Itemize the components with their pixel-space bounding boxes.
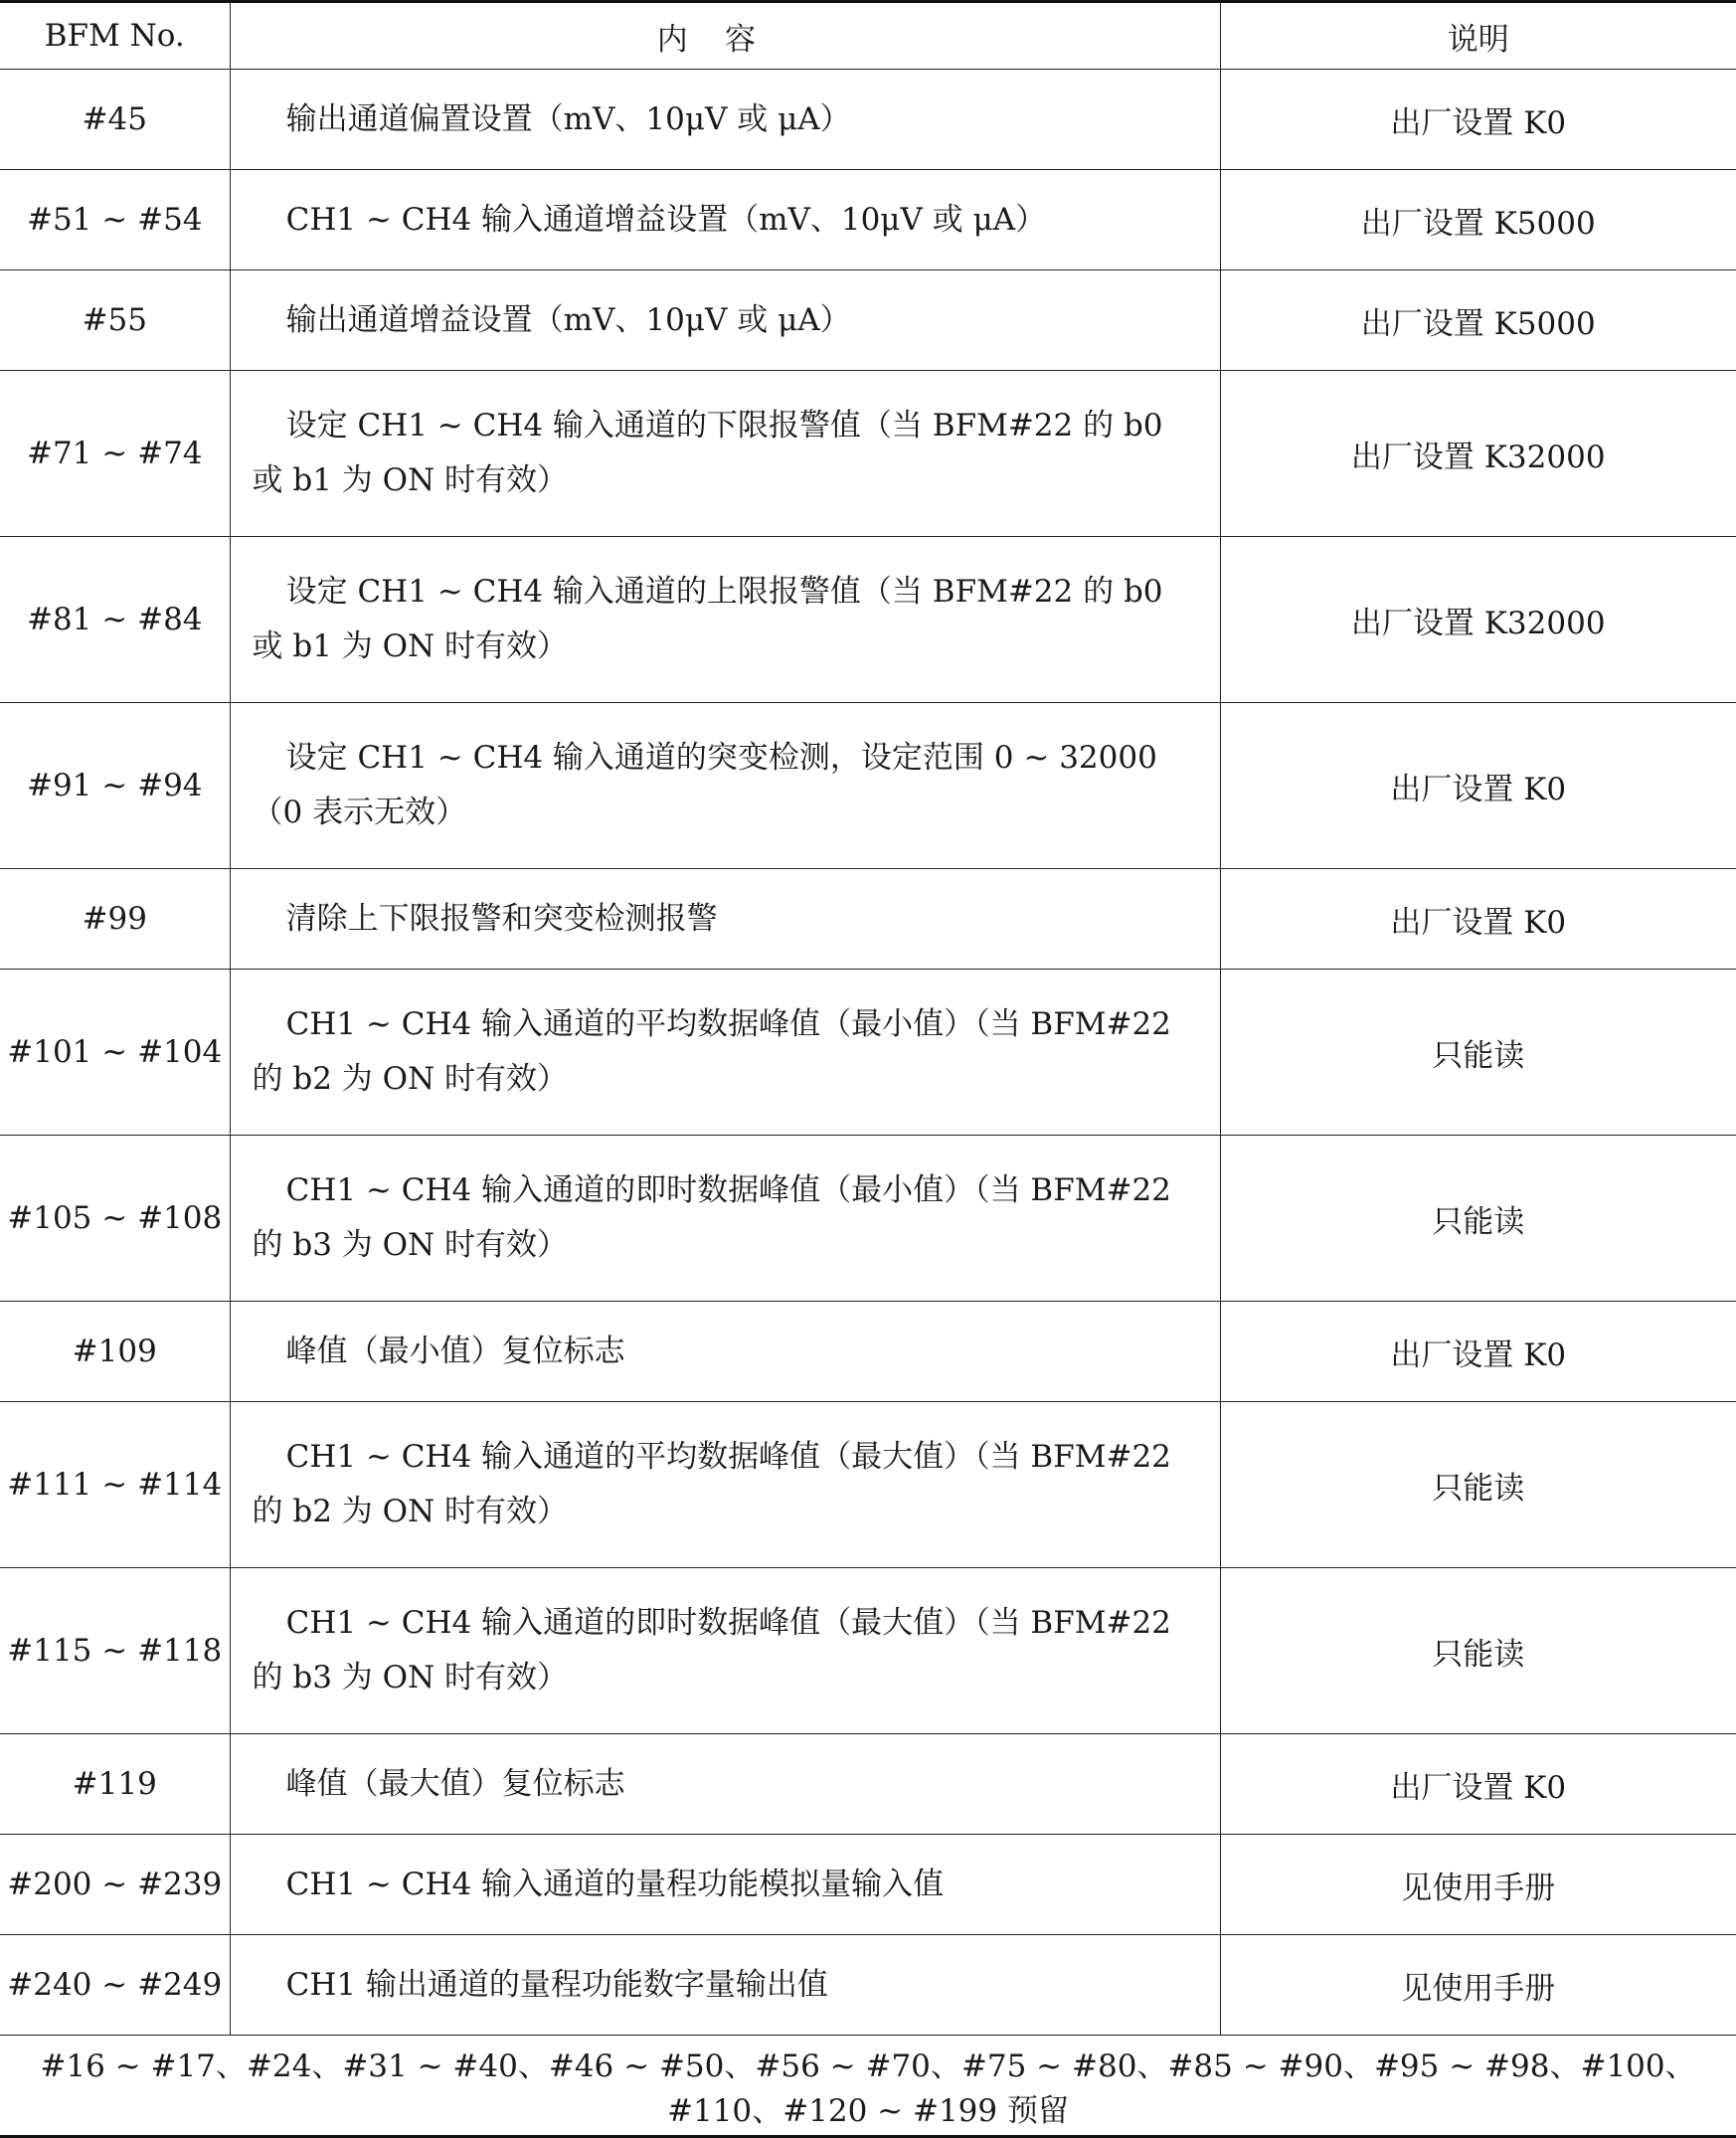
table-row: [0, 1734, 1736, 1835]
reserved-note: #16 ~ #17、#24、#31 ~ #40、#46 ~ #50、#56 ~ #70、#75 ~ #80、#85 ~ #90、#95 ~ #98、#100、#110、#120 ~ #199 预留: [0, 2036, 1736, 2137]
bfm-number: #45: [0, 70, 230, 170]
bfm-number: #51 ~ #54: [0, 170, 230, 270]
bfm-number: #111 ~ #114: [0, 1402, 230, 1568]
bfm-content-text: 设定 CH1 ~ CH4 输入通道的上限报警值（当 BFM#22 的 b0 或 b1 为 ON 时有效）: [252, 574, 1163, 664]
header-bfm-no: BFM No.: [0, 2, 230, 70]
bfm-content-text: CH1 ~ CH4 输入通道增益设置（mV、10μV 或 μA）: [285, 201, 1047, 238]
bfm-note: 只能读: [1220, 970, 1736, 1136]
bfm-content-text: 清除上下限报警和突变检测报警: [285, 900, 718, 937]
table-row: [0, 537, 1736, 703]
header-note: 说明: [1220, 2, 1736, 70]
bfm-note: 只能读: [1220, 1136, 1736, 1302]
header-content-label: 内容: [656, 21, 793, 58]
bfm-content: [230, 1734, 1220, 1835]
bfm-number: #101 ~ #104: [0, 970, 230, 1136]
bfm-content-text: CH1 ~ CH4 输入通道的即时数据峰值（最大值）（当 BFM#22 的 b3 为 ON 时有效）: [252, 1605, 1171, 1695]
table-row: [0, 1302, 1736, 1402]
bfm-content-text: 输出通道偏置设置（mV、10μV 或 μA）: [285, 100, 851, 137]
table-row: [0, 170, 1736, 270]
bfm-number: #119: [0, 1734, 230, 1835]
table-row: [0, 869, 1736, 970]
bfm-content-text: CH1 输出通道的量程功能数字量输出值: [285, 1966, 828, 2003]
bfm-content: [230, 170, 1220, 270]
table-row: [0, 1935, 1736, 2036]
bfm-number: #81 ~ #84: [0, 537, 230, 703]
table-row: [0, 970, 1736, 1136]
bfm-note: 出厂设置 K0: [1220, 869, 1736, 970]
header-content: [230, 2, 1220, 70]
bfm-note: 出厂设置 K0: [1220, 1302, 1736, 1402]
bfm-content: [230, 1402, 1220, 1568]
bfm-number: #91 ~ #94: [0, 703, 230, 869]
table-row: [0, 1568, 1736, 1734]
bfm-content-text: CH1 ~ CH4 输入通道的平均数据峰值（最大值）（当 BFM#22 的 b2 为 ON 时有效）: [252, 1439, 1171, 1529]
bfm-content: [230, 970, 1220, 1136]
table-row: [0, 1136, 1736, 1302]
bfm-content: [230, 1935, 1220, 2036]
bfm-number: #55: [0, 270, 230, 371]
bfm-number: #99: [0, 869, 230, 970]
bfm-content-text: CH1 ~ CH4 输入通道的量程功能模拟量输入值: [285, 1866, 945, 1902]
table-row: [0, 1402, 1736, 1568]
bfm-note: 只能读: [1220, 1402, 1736, 1568]
table-row: [0, 371, 1736, 537]
bfm-content-text: CH1 ~ CH4 输入通道的即时数据峰值（最小值）（当 BFM#22 的 b3 为 ON 时有效）: [252, 1172, 1171, 1263]
bfm-content: [230, 1835, 1220, 1935]
bfm-content: [230, 1568, 1220, 1734]
bfm-content: [230, 869, 1220, 970]
bfm-content: [230, 1136, 1220, 1302]
bfm-number: #71 ~ #74: [0, 371, 230, 537]
bfm-content: [230, 1302, 1220, 1402]
header-row: [0, 2, 1736, 70]
bfm-note: 出厂设置 K0: [1220, 703, 1736, 869]
bfm-note: 出厂设置 K0: [1220, 1734, 1736, 1835]
bfm-content-text: 输出通道增益设置（mV、10μV 或 μA）: [285, 301, 851, 338]
bfm-number: #105 ~ #108: [0, 1136, 230, 1302]
bfm-number: #115 ~ #118: [0, 1568, 230, 1734]
bfm-content: [230, 270, 1220, 371]
bfm-note: 只能读: [1220, 1568, 1736, 1734]
bfm-number: #240 ~ #249: [0, 1935, 230, 2036]
table-row: [0, 270, 1736, 371]
bfm-content-text: 设定 CH1 ~ CH4 输入通道的下限报警值（当 BFM#22 的 b0 或 b1 为 ON 时有效）: [252, 408, 1163, 498]
bfm-number: #109: [0, 1302, 230, 1402]
table-row: [0, 703, 1736, 869]
bfm-note: 出厂设置 K0: [1220, 70, 1736, 170]
bfm-content-text: 峰值（最大值）复位标志: [285, 1765, 625, 1802]
bfm-content: [230, 537, 1220, 703]
bfm-content: [230, 70, 1220, 170]
bfm-content: [230, 371, 1220, 537]
bfm-content-text: 设定 CH1 ~ CH4 输入通道的突变检测，设定范围 0 ~ 32000（0 表示无效）: [252, 740, 1157, 830]
table-row: [0, 1835, 1736, 1935]
bfm-note: 出厂设置 K5000: [1220, 170, 1736, 270]
bfm-note: 见使用手册: [1220, 1935, 1736, 2036]
bfm-note: 见使用手册: [1220, 1835, 1736, 1935]
table-row: [0, 70, 1736, 170]
bfm-note: 出厂设置 K32000: [1220, 371, 1736, 537]
bfm-note: 出厂设置 K32000: [1220, 537, 1736, 703]
bfm-content: [230, 703, 1220, 869]
bfm-number: #200 ~ #239: [0, 1835, 230, 1935]
bfm-content-text: 峰值（最小值）复位标志: [285, 1333, 625, 1369]
bfm-note: 出厂设置 K5000: [1220, 270, 1736, 371]
bfm-content-text: CH1 ~ CH4 输入通道的平均数据峰值（最小值）（当 BFM#22 的 b2 为 ON 时有效）: [252, 1006, 1171, 1097]
footer-row: [0, 2036, 1736, 2137]
